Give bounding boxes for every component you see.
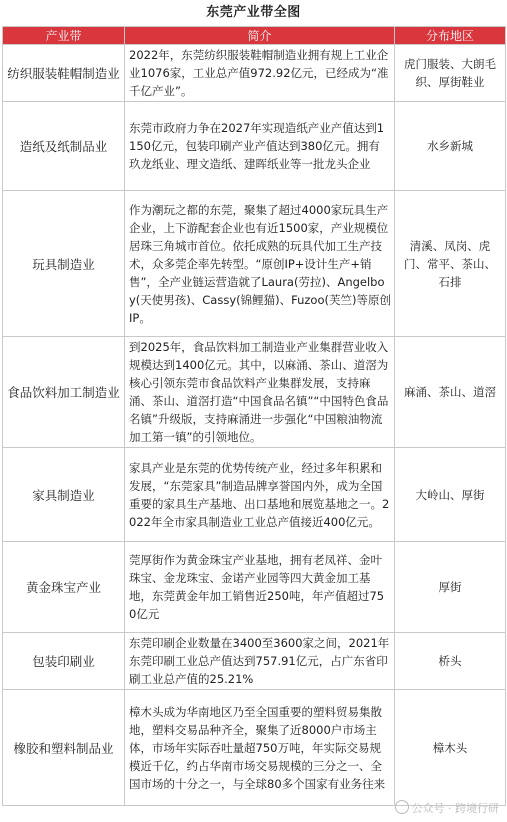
industry-name: 包装印刷业 <box>3 633 125 690</box>
industry-intro: 东莞印刷企业数量在3400至3600家之间，2021年东莞印刷工业总产值达到757.91亿元，占广东省印刷工业总产值的25.21% <box>125 633 395 690</box>
industry-table <box>2 26 506 806</box>
wechat-icon <box>395 800 409 814</box>
industry-area: 麻涌、茶山、道滘 <box>395 337 506 448</box>
industry-area: 桥头 <box>395 633 506 690</box>
header-intro: 简介 <box>125 27 395 45</box>
industry-intro: 东莞市政府力争在2027年实现造纸产业产值达到1150亿元，包装印刷产业产值达到380亿元。拥有玖龙纸业、理文造纸、建晖纸业等一批龙头企业 <box>125 102 395 191</box>
header-industry: 产业带 <box>3 27 125 45</box>
industry-name: 纺织服装鞋帽制造业 <box>3 45 125 102</box>
table-row <box>3 448 506 542</box>
industry-name: 橡胶和塑料制品业 <box>3 690 125 806</box>
industry-intro: 家具产业是东莞的优势传统产业，经过多年积累和发展，“东莞家具”制造品牌享誉国内外，成为全国重要的家具生产基地、出口基地和展览基地之一。2022年全市家具制造业工业总产值接近400亿元。 <box>125 448 395 542</box>
industry-name: 造纸及纸制品业 <box>3 102 125 191</box>
table-header-row <box>3 27 506 45</box>
industry-name: 食品饮料加工制造业 <box>3 337 125 448</box>
page-title: 东莞产业带全图 <box>206 5 301 20</box>
industry-area: 大岭山、厚街 <box>395 448 506 542</box>
table-row <box>3 337 506 448</box>
watermark-text: 公众号 · 跨境行研 <box>411 802 499 815</box>
industry-intro: 作为潮玩之都的东莞，聚集了超过4000家玩具生产企业，上下游配套企业也有近1500家，产业规模位居珠三角城市首位。依托成熟的玩具代加工生产技术，众多莞企率先转型。“原创IP+设计生产+销售”，全产业链运营造就了Laura(劳拉)、Angelboy(天使男孩)、Cassy(锦鲤猫)、Fuzoo(芙竺)等原创IP。 <box>125 191 395 337</box>
watermark <box>395 800 500 816</box>
industry-area: 虎门服装、大朗毛织、厚街鞋业 <box>395 45 506 102</box>
industry-area: 水乡新城 <box>395 102 506 191</box>
industry-area: 厚街 <box>395 542 506 633</box>
industry-name: 家具制造业 <box>3 448 125 542</box>
header-area: 分布地区 <box>395 27 506 45</box>
industry-intro: 莞厚街作为黄金珠宝产业基地，拥有老凤祥、金叶珠宝、金龙珠宝、金诺产业园等四大黄金加工基地，东莞黄金年加工销售近250吨，年产值超过750亿元 <box>125 542 395 633</box>
industry-intro: 樟木头成为华南地区乃至全国重要的塑料贸易集散地，塑料交易品种齐全，聚集了近8000户市场主体，市场年实际吞吐量超750万吨，年实际交易规模近千亿，约占华南市场交易规模的三分之一、全国市场的十分之一，与全球80多个国家有业务往来 <box>125 690 395 806</box>
industry-name: 玩具制造业 <box>3 191 125 337</box>
industry-intro: 到2025年，食品饮料加工制造业产业集群营业收入规模达到1400亿元。其中，以麻涌、茶山、道滘为核心引领东莞市食品饮料产业集群发展，支持麻涌、茶山、道滘打造“中国食品名镇”“中国特色食品名镇”升级版，支持麻涌进一步强化“中国粮油物流加工第一镇”的引领地位。 <box>125 337 395 448</box>
table-row <box>3 191 506 337</box>
table-row <box>3 542 506 633</box>
table-row <box>3 690 506 806</box>
table-row <box>3 45 506 102</box>
industry-area: 樟木头 <box>395 690 506 806</box>
industry-name: 黄金珠宝产业 <box>3 542 125 633</box>
industry-area: 清溪、凤岗、虎门、常平、茶山、石排 <box>395 191 506 337</box>
industry-intro: 2022年，东莞纺织服装鞋帽制造业拥有规上工业企业1076家，工业总产值972.92亿元，已经成为“准千亿产业”。 <box>125 45 395 102</box>
table-row <box>3 102 506 191</box>
table-row <box>3 633 506 690</box>
